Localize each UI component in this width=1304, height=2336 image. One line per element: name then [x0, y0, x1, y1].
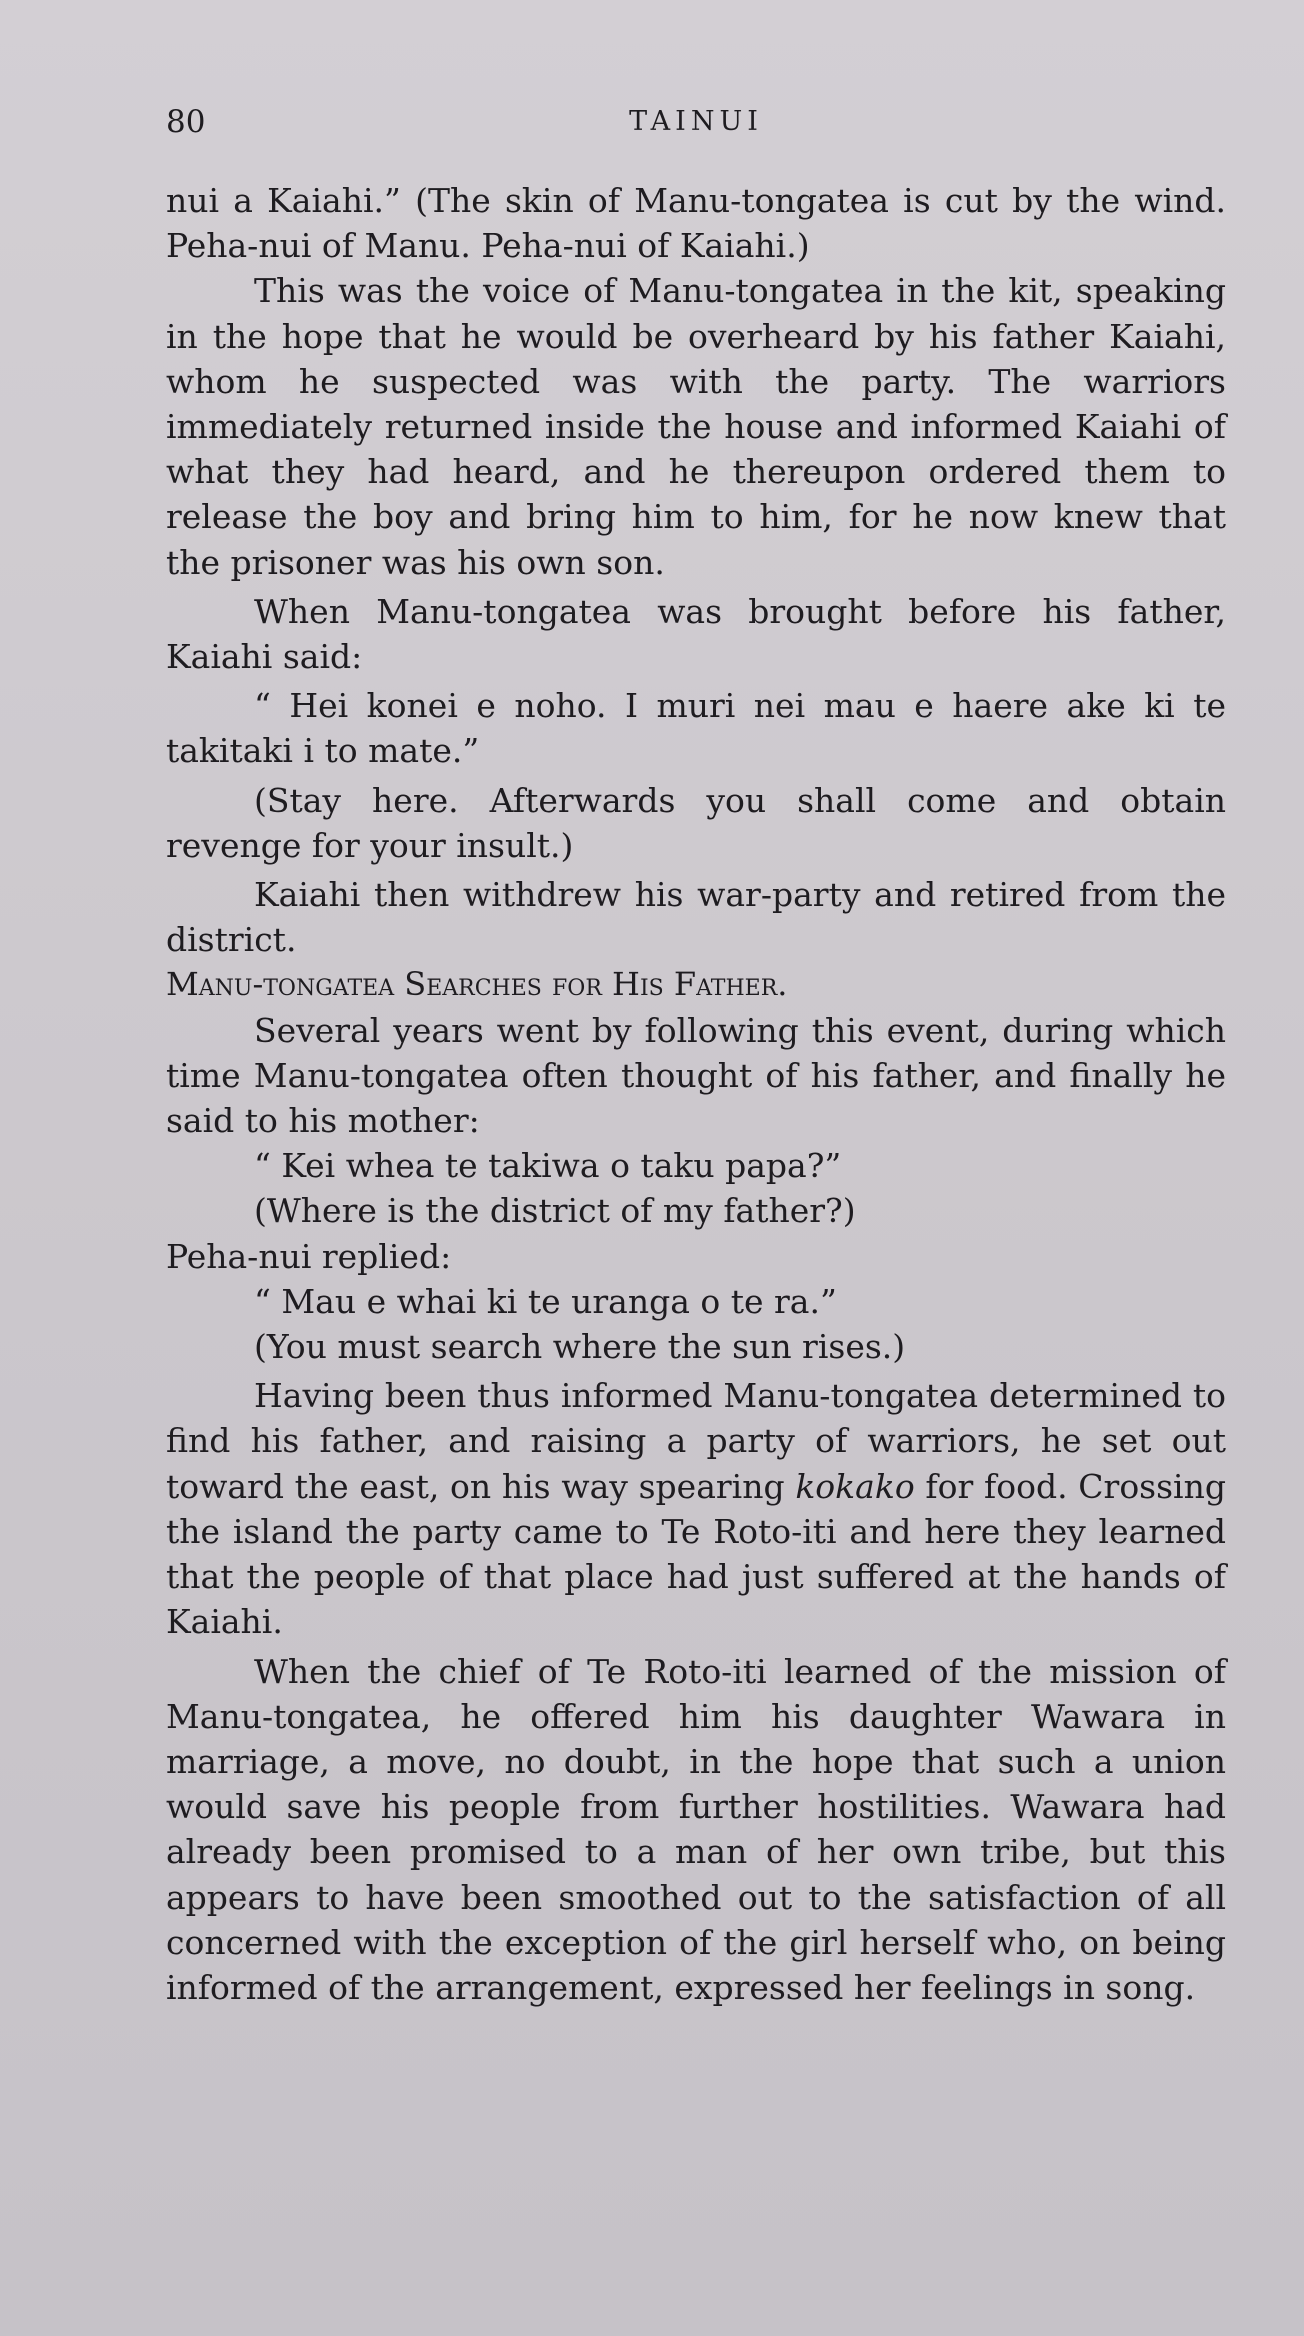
paragraph: “ Hei konei e noho. I muri nei mau e haere ake ki te takitaki i to mate.”	[166, 686, 1226, 771]
paragraph: Peha-nui replied:	[166, 1236, 452, 1276]
page-number: 80	[166, 104, 206, 140]
paragraph: When the chief of Te Roto-iti learned of the mission of Manu-tongatea, he offered him his daughter Wawara in marriage, a move, no doubt, in the hope that such a union would save his people from further hostilities. Wawara had already been promised to a man of her own tribe, but this appears to have been smoothed out to the satisfaction of all concerned with the exception of the girl herself who, on being informed of the arrangement, expressed her feelings in song.	[166, 1651, 1226, 2007]
italic-word: kokako	[795, 1466, 915, 1506]
paragraph: “ Kei whea te takiwa o taku papa?”	[254, 1146, 842, 1186]
section-heading: Manu-tongatea Searches for His Father.	[166, 965, 788, 1004]
body-text	[166, 178, 1226, 2010]
paragraph-text: for food. Crossing the island the party came to Te Roto-iti and here they learned that the people of that place had just suffered at the hands of Kaiahi.	[166, 1466, 1226, 1642]
paragraph: nui a Kaiahi.” (The skin of Manu-tongatea is cut by the wind. Peha-nui of Manu. Peha-nui of Kaiahi.)	[166, 181, 1226, 266]
paragraph-text: Having been thus informed Manu-tongatea determined to find his father, and raising a party of warriors, he set out toward the east, on his way spearing	[166, 1376, 1226, 1506]
paragraph: When Manu-tongatea was brought before his father, Kaiahi said:	[166, 591, 1226, 677]
paragraph: Kaiahi then withdrew his war-party and retired from the district.	[166, 875, 1226, 960]
paragraph: (Where is the district of my father?)	[254, 1191, 856, 1231]
paragraph: This was the voice of Manu-tongatea in the kit, speaking in the hope that he would be overheard by his father Kaiahi, whom he suspected was with the party. The warriors immediately returned inside the house and informed Kaiahi of what they had heard, and he thereupon ordered them to release the boy and bring him to him, for he now knew that the prisoner was his own son.	[166, 271, 1226, 582]
page-header	[166, 100, 1226, 144]
running-title: TAINUI	[629, 106, 763, 137]
paragraph: Several years went by following this event, during which time Manu-tongatea often thought of his father, and finally he said to his mother:	[166, 1010, 1226, 1141]
paragraph: “ Mau e whai ki te uranga o te ra.”	[254, 1281, 837, 1321]
paragraph	[166, 1373, 1226, 1644]
paragraph: (Stay here. Afterwards you shall come and obtain revenge for your insult.)	[166, 780, 1226, 865]
paragraph: (You must search where the sun rises.)	[254, 1327, 906, 1367]
